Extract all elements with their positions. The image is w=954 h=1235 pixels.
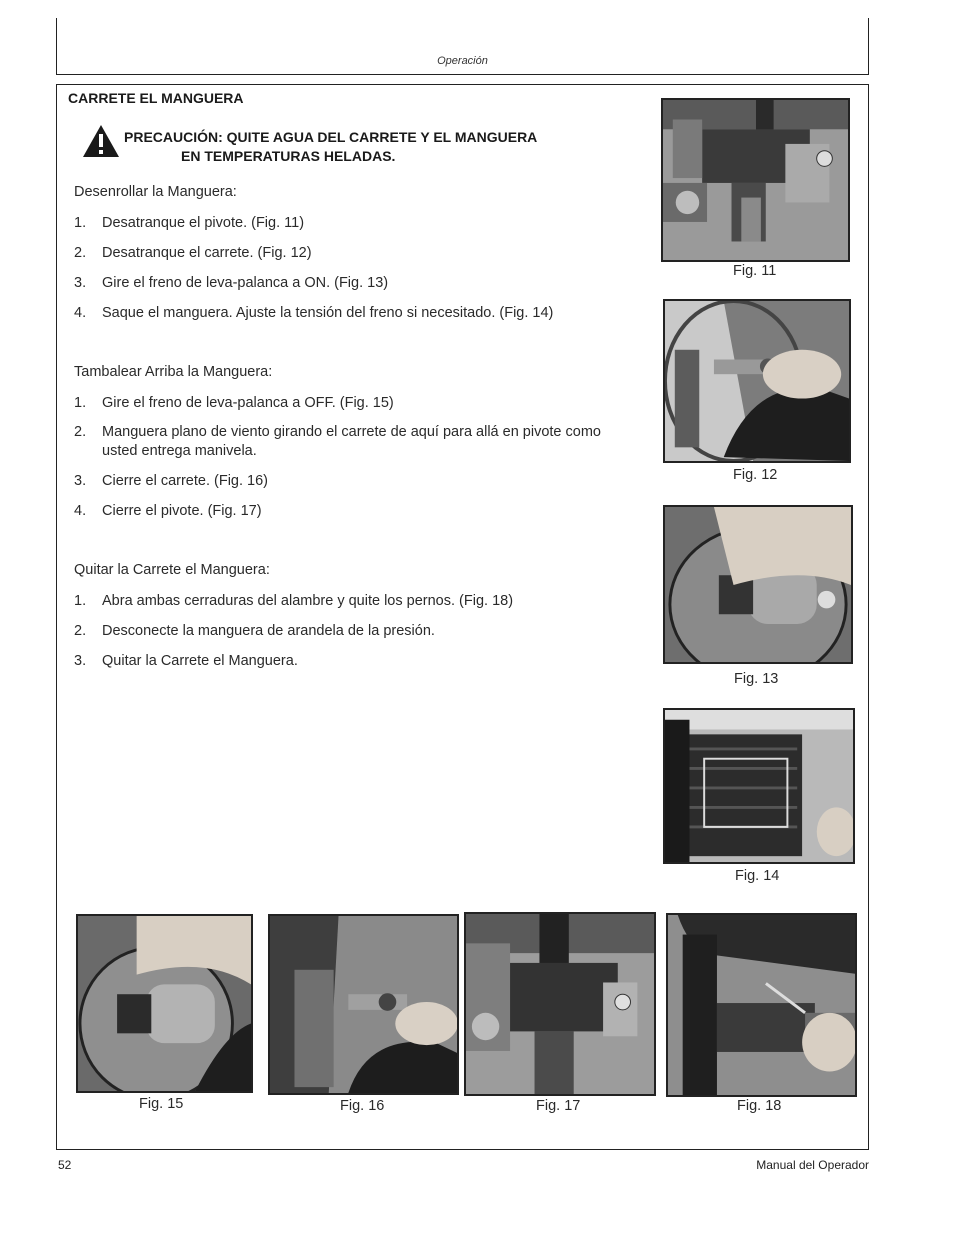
fig-15-caption: Fig. 15	[139, 1096, 184, 1112]
fig-14-photo	[663, 708, 855, 864]
fig-11-caption: Fig. 11	[733, 263, 777, 279]
fig-17-caption: Fig. 17	[536, 1098, 581, 1114]
remove-step: 3. Quitar la Carrete el Manguera.	[74, 653, 298, 669]
fig-15-photo	[76, 914, 253, 1093]
remove-heading: Quitar la Carrete el Manguera:	[74, 562, 270, 578]
fig-18-photo	[666, 913, 857, 1097]
remove-step: 1. Abra ambas cerraduras del alambre y quite los pernos. (Fig. 18)	[74, 593, 514, 609]
caution-text	[124, 128, 537, 166]
caution-line-2: EN TEMPERATURAS HELADAS.	[181, 148, 396, 164]
fig-14-caption: Fig. 14	[735, 868, 780, 884]
fig-17-photo	[464, 912, 656, 1096]
page-header	[56, 18, 869, 75]
fig-12-photo	[663, 299, 851, 463]
unwind-step: 1. Desatranque el pivote. (Fig. 11)	[74, 215, 305, 231]
unwind-heading: Desenrollar la Manguera:	[74, 184, 237, 200]
fig-13-photo	[663, 505, 853, 664]
page-number: 52	[58, 1158, 72, 1172]
fig-16-photo	[268, 914, 459, 1095]
fig-16-caption: Fig. 16	[340, 1098, 385, 1114]
unwind-step: 4. Saque el manguera. Ajuste la tensión del freno si necesitado. (Fig. 14)	[74, 305, 554, 321]
rewind-step: 4. Cierre el pivote. (Fig. 17)	[74, 503, 262, 519]
fig-12-caption: Fig. 12	[733, 467, 778, 483]
caution-line-1: PRECAUCIÓN: QUITE AGUA DEL CARRETE Y EL MANGUERA	[124, 129, 538, 145]
warning-icon	[82, 124, 120, 158]
header-section-title: Operación	[437, 55, 488, 67]
fig-18-caption: Fig. 18	[737, 1098, 782, 1114]
rewind-step: 3. Cierre el carrete. (Fig. 16)	[74, 473, 268, 489]
fig-11-photo	[661, 98, 850, 262]
rewind-heading: Tambalear Arriba la Manguera:	[74, 364, 273, 380]
footer-manual-title: Manual del Operador	[756, 1158, 869, 1172]
fig-13-caption: Fig. 13	[734, 671, 779, 687]
unwind-step: 2. Desatranque el carrete. (Fig. 12)	[74, 245, 312, 261]
section-title: CARRETE EL MANGUERA	[68, 90, 244, 106]
remove-step: 2. Desconecte la manguera de arandela de la presión.	[74, 623, 435, 639]
rewind-step: 2. Manguera plano de viento girando el carrete de aquí para allá en pivote como usted entrega manivela.	[74, 424, 601, 459]
rewind-step: 1. Gire el freno de leva-palanca a OFF. (Fig. 15)	[74, 395, 394, 411]
unwind-step: 3. Gire el freno de leva-palanca a ON. (Fig. 13)	[74, 275, 389, 291]
